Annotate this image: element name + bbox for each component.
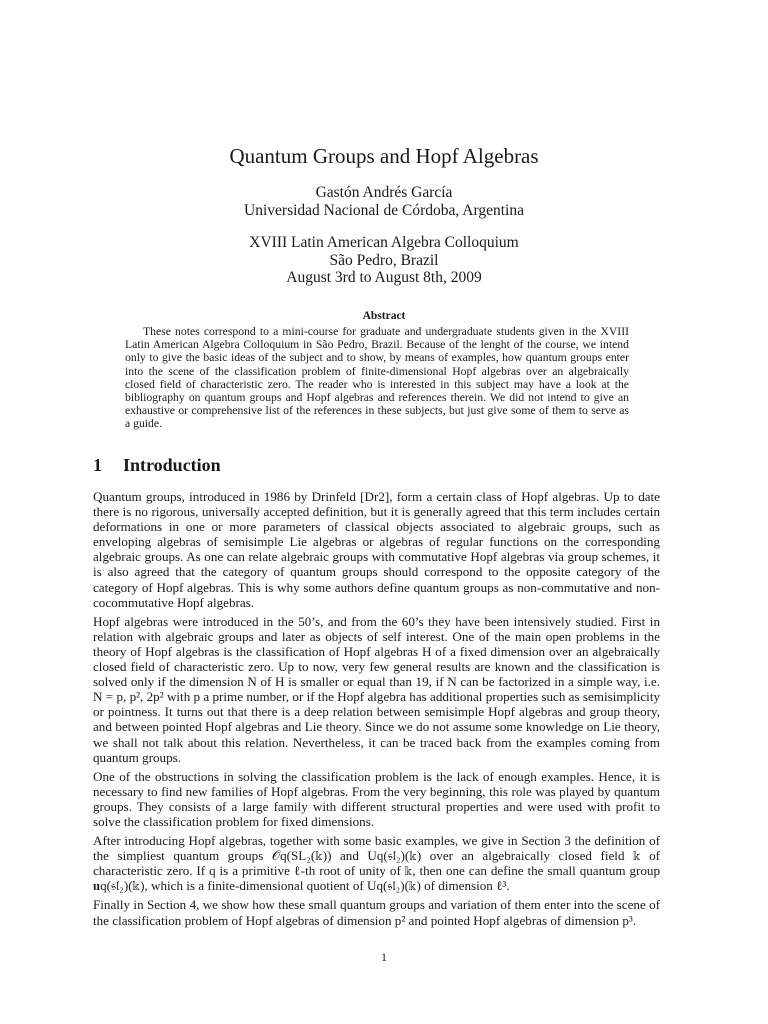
paragraph: One of the obstructions in solving the classification problem is the lack of enough examples. Hence, it is necessary to find new families of Hopf algebras. From the very beginning, this role was played by quantum groups. They consists of a large family with different structural properties and were used with profit to solve the classification problem for fixed dimensions. (93, 768, 660, 829)
section-body (93, 489, 660, 932)
abstract-text: These notes correspond to a mini-course for graduate and undergraduate students given in the XVIII Latin American Algebra Colloquium in São Pedro, Brazil. Because of the lenght of the course, we intend only to give the basic ideas of the subject and to show, by means of examples, how quantum groups enter into the scene of the classification problem of finite-dimensional Hopf algebras over an algebraically closed field of characteristic zero. The reader who is interested in this subject may have a look at the bibliography on quantum groups and Hopf algebras and references therein. We did not intend to give an exhaustive or comprehensive list of the references in these subjects, but just give some of them to serve as a guide. (125, 325, 629, 431)
author-name: Gastón Andrés García (315, 184, 453, 201)
event-block (0, 234, 768, 287)
event-name: XVIII Latin American Algebra Colloquium (249, 234, 519, 251)
paper-title: Quantum Groups and Hopf Algebras (229, 144, 539, 168)
author-affiliation: Universidad Nacional de Córdoba, Argentina (244, 202, 524, 219)
event-dates: August 3rd to August 8th, 2009 (286, 269, 482, 286)
paragraph: Finally in Section 4, we show how these small quantum groups and variation of them enter into the scene of the classification problem of Hopf algebras of dimension p² and pointed Hopf algebras of dimension p³. (93, 897, 660, 928)
section-heading (93, 454, 221, 476)
section-title: Introduction (123, 455, 221, 475)
paragraph: Hopf algebras were introduced in the 50’s, and from the 60’s they have been intensively studied. First in relation with algebraic groups and later as objects of self interest. One of the main open problems in the theory of Hopf algebras is the classification of Hopf algebras H of a fixed dimension over an algebraically closed field of characteristic zero. Up to now, very few general results are known and the classification is solved only if the dimension N of H is smaller or equal than 19, if N can be factorized in a simple way, i.e. N = p, p², 2p² with p a prime number, or if the Hopf algebra has additional properties such as semisimplicity or pointness. It turns out that there is a deep relation between semisimple Hopf algebras and group theory, and between pointed Hopf algebras and Lie theory. Since we do not assume some knowledge on Lie theory, we shall not talk about this relation. Nevertheless, it can be traced back from the examples coming from quantum groups. (93, 613, 660, 765)
author-block (0, 184, 768, 220)
event-location: São Pedro, Brazil (329, 251, 439, 269)
paragraph: After introducing Hopf algebras, together with some basic examples, we give in Section 3 the definition of the simpliest quantum groups 𝒪q(SL₂(𝕜)) and Uq(𝔰𝔩₂)(𝕜) over an algebraically closed field 𝕜 of characteristic zero. If q is a primitive ℓ-th root of unity of 𝕜, then one can define the small quantum group 𝐮q(𝔰𝔩₂)(𝕜), which is a finite-dimensional quotient of Uq(𝔰𝔩₂)(𝕜) of dimension ℓ³. (93, 833, 660, 894)
section-number: 1 (93, 455, 102, 475)
paragraph: Quantum groups, introduced in 1986 by Drinfeld [Dr2], form a certain class of Hopf algebras. Up to date there is no rigorous, universally accepted definition, but it is generally agreed that this term includes certain deformations in one or more parameters of classical objects associated to algebraic groups, such as enveloping algebras of semisimple Lie algebras or algebras of regular functions on the corresponding algebraic groups. As one can relate algebraic groups with commutative Hopf algebras via group schemes, it is also agreed that the category of quantum groups should correspond to the opposite category of the category of Hopf algebras. This is why some authors define quantum groups as non-commutative and non-cocommutative Hopf algebras. (93, 489, 660, 610)
abstract-heading: Abstract (362, 310, 406, 322)
page-number: 1 (381, 950, 387, 964)
